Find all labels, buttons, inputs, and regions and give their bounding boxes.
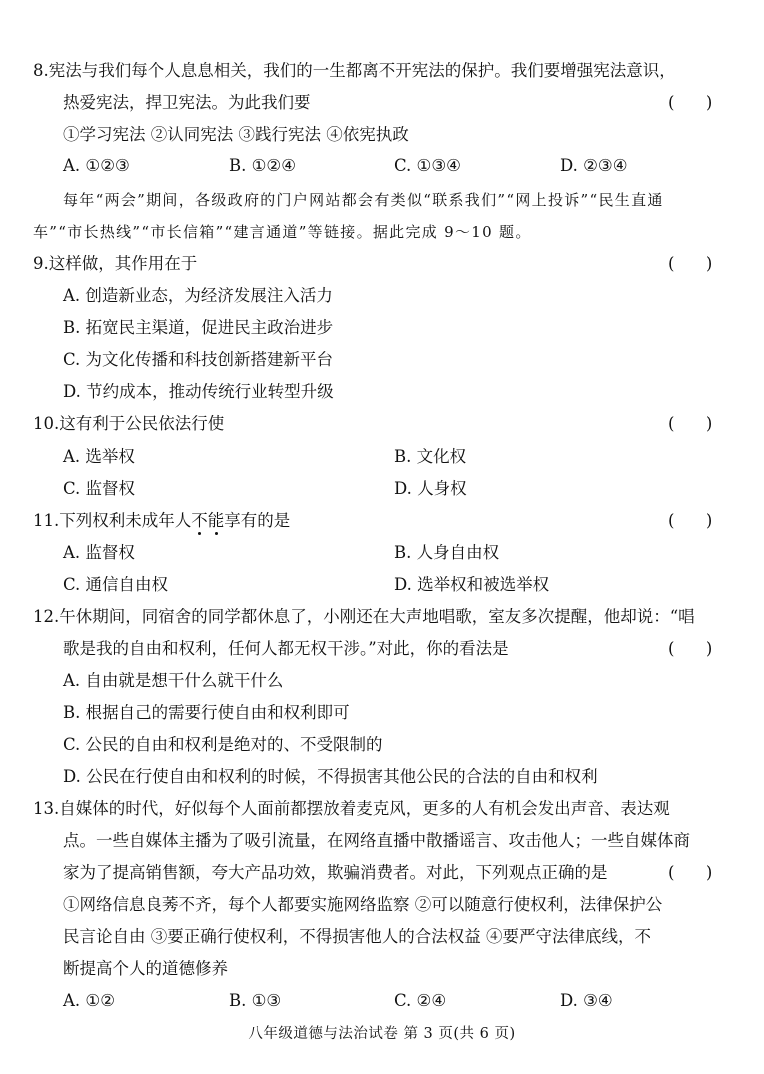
q13-answer-paren: ( ) [668, 863, 713, 882]
q8-option-d: D. ②③④ [560, 156, 628, 175]
q12-option-c: C. 公民的自由和权利是绝对的、不受限制的 [63, 735, 383, 754]
intro-line2: 车”“市长热线”“市长信箱”“建言通道”等链接。据此完成 9～10 题。 [33, 223, 532, 241]
q13-option-a: A. ①② [63, 991, 115, 1010]
page-footer: 八年级道德与法治试卷 第 3 页(共 6 页) [248, 1026, 516, 1042]
q10-option-c: C. 监督权 [63, 479, 136, 498]
q8-option-c: C. ①③④ [394, 156, 461, 175]
q11-option-a: A. 监督权 [63, 543, 135, 562]
q10-option-b: B. 文化权 [394, 447, 467, 466]
q10-option-d: D. 人身权 [394, 479, 467, 498]
q13-option-d: D. ③④ [560, 991, 613, 1010]
q9-answer-paren: ( ) [668, 254, 713, 273]
q13-items-line3: 断提高个人的道德修养 [63, 959, 228, 978]
q8-items: ①学习宪法 ②认同宪法 ③践行宪法 ④依宪执政 [63, 125, 409, 144]
q12-stem-line1: 12.午休期间，同宿舍的同学都休息了，小刚还在大声地唱歌，室友多次提醒，他却说：“唱 [33, 607, 695, 626]
q10-stem: 10.这有利于公民依法行使 [33, 414, 225, 433]
q11-option-b: B. 人身自由权 [394, 543, 500, 562]
q12-option-a: A. 自由就是想干什么就干什么 [63, 671, 284, 690]
q8-option-b: B. ①②④ [229, 156, 296, 175]
q11-answer-paren: ( ) [668, 511, 713, 530]
q8-option-a: A. ①②③ [63, 156, 130, 175]
q12-option-b: B. 根据自己的需要行使自由和权利即可 [63, 703, 350, 722]
q11-stem-before: 11.下列权利未成年人 [33, 511, 192, 530]
q11-stem-after: 享有的是 [224, 511, 291, 530]
q11-option-d: D. 选举权和被选举权 [394, 575, 550, 594]
q13-stem-line2: 点。一些自媒体主播为了吸引流量，在网络直播中散播谣言、攻击他人；一些自媒体商 [63, 831, 690, 850]
q13-items-line2: 民言论自由 ③要正确行使权利，不得损害他人的合法权益 ④要严守法律底线，不 [63, 927, 651, 946]
q9-option-b: B. 拓宽民主渠道，促进民主政治进步 [63, 318, 334, 337]
q9-stem: 9.这样做，其作用在于 [33, 254, 198, 273]
q10-answer-paren: ( ) [668, 414, 713, 433]
q8-stem-line1: 8.宪法与我们每个人息息相关，我们的一生都离不开宪法的保护。我们要增强宪法意识， [33, 61, 676, 80]
q12-stem-line2: 歌是我的自由和权利，任何人都无权干涉。”对此，你的看法是 [63, 639, 509, 658]
q13-option-c: C. ②④ [394, 991, 447, 1010]
q12-answer-paren: ( ) [668, 639, 713, 658]
q13-stem-line1: 13.自媒体的时代，好似每个人面前都摆放着麦克风，更多的人有机会发出声音、表达观 [33, 799, 670, 818]
q10-option-a: A. 选举权 [63, 447, 135, 466]
q8-answer-paren: ( ) [668, 93, 713, 112]
q12-option-d: D. 公民在行使自由和权利的时候，不得损害其他公民的合法的自由和权利 [63, 767, 598, 786]
q9-option-c: C. 为文化传播和科技创新搭建新平台 [63, 350, 334, 369]
intro-line1: 每年“两会”期间，各级政府的门户网站都会有类似“联系我们”“网上投诉”“民生直通 [63, 191, 664, 209]
q13-items-line1: ①网络信息良莠不齐，每个人都要实施网络监察 ②可以随意行使权利，法律保护公 [63, 895, 663, 914]
q11-emphasis-2: 能 [207, 511, 225, 530]
q9-option-d: D. 节约成本，推动传统行业转型升级 [63, 382, 334, 401]
q11-option-c: C. 通信自由权 [63, 575, 169, 594]
q8-stem-line2: 热爱宪法，捍卫宪法。为此我们要 [63, 93, 311, 112]
q11-stem [33, 510, 290, 532]
q13-stem-line3: 家为了提高销售额，夸大产品功效，欺骗消费者。对此，下列观点正确的是 [63, 863, 608, 882]
q11-emphasis-1: 不 [191, 511, 208, 530]
q9-option-a: A. 创造新业态，为经济发展注入活力 [63, 286, 333, 305]
q13-option-b: B. ①③ [229, 991, 282, 1010]
